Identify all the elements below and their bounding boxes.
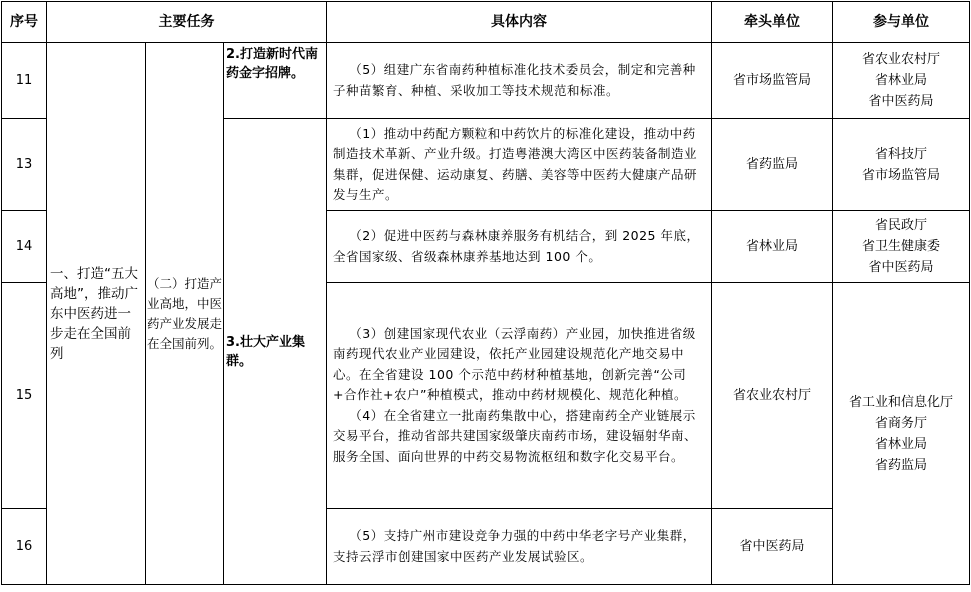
participant: 省市场监管局 — [862, 167, 941, 183]
participant: 省药监局 — [875, 457, 928, 473]
row-number: 15 — [2, 283, 47, 509]
participant: 省林业局 — [875, 436, 928, 452]
participant: 省卫生健康委 — [862, 239, 941, 254]
participant-units — [833, 283, 970, 585]
participant: 省农业农村厅 — [862, 52, 941, 67]
lead-unit: 省中医药局 — [712, 509, 833, 585]
row-number: 11 — [2, 43, 47, 119]
participant: 省中医药局 — [868, 260, 934, 275]
lead-unit: 省农业农村厅 — [712, 283, 833, 509]
content-cell — [327, 43, 712, 119]
content-paragraph: （3）创建国家现代农业（云浮南药）产业园，加快推进省级南药现代农业产业园建设，依托产业园建设规范化产地交易中心。在全省建设 100 个示范中药材种植基地，创新完善“公司+合作社+农户”种植模式，推动中药材规模化、规范化种植。 — [333, 325, 696, 403]
content-cell — [327, 211, 712, 283]
task-level3: 3.壮大产业集群。 — [224, 119, 327, 585]
table-row — [2, 43, 970, 119]
participant-units — [833, 211, 970, 283]
row-number: 16 — [2, 509, 47, 585]
lead-unit: 省市场监管局 — [712, 43, 833, 119]
task-level1: 一、打造“五大高地”，推动广东中医药进一步走在全国前列 — [47, 43, 146, 585]
content-paragraph: （2）促进中医药与森林康养服务有机结合，到 2025 年底，全省国家级、省级森林康养基地达到 100 个。 — [333, 228, 700, 264]
participant: 省中医药局 — [868, 94, 934, 109]
participant-units — [833, 43, 970, 119]
task-level2: （二）打造产业高地，中医药产业发展走在全国前列。 — [146, 43, 224, 585]
row-number: 14 — [2, 211, 47, 283]
content-cell — [327, 119, 712, 211]
participant: 省商务厅 — [875, 415, 928, 431]
content-paragraph: （1）推动中药配方颗粒和中药饮片的标准化建设，推动中药制造技术革新、产业升级。打造粤港澳大湾区中医药装备制造业集群，促进保健、运动康复、药膳、美容等中医药大健康产品研发与生产。 — [333, 125, 698, 202]
lead-unit: 省林业局 — [712, 211, 833, 283]
lead-unit: 省药监局 — [712, 119, 833, 211]
header-content: 具体内容 — [327, 2, 712, 43]
row-number: 13 — [2, 119, 47, 211]
content-paragraph: （5）支持广州市建设竞争力强的中药中华老字号产业集群，支持云浮市创建国家中医药产业发展试验区。 — [333, 528, 696, 564]
task-table — [1, 1, 970, 585]
task-level3: 2.打造新时代南药金字招牌。 — [224, 43, 327, 119]
participant-units — [833, 119, 970, 211]
content-cell — [327, 283, 712, 509]
participant: 省林业局 — [875, 73, 928, 88]
content-paragraph: （5）组建广东省南药种植标准化技术委员会，制定和完善种子种苗繁育、种植、采收加工等技术规范和标准。 — [333, 62, 696, 98]
participant: 省科技厅 — [875, 146, 928, 162]
header-task: 主要任务 — [47, 2, 327, 43]
content-paragraph: （4）在全省建立一批南药集散中心，搭建南药全产业链展示交易平台，推动省部共建国家级肇庆南药市场，建设辐射华南、服务全国、面向世界的中药交易物流枢纽和数字化交易平台。 — [333, 407, 698, 464]
content-cell — [327, 509, 712, 585]
header-no: 序号 — [2, 2, 47, 43]
participant: 省民政厅 — [875, 218, 928, 233]
participant: 省工业和信息化厅 — [849, 394, 954, 410]
header-row — [2, 2, 970, 43]
header-lead: 牵头单位 — [712, 2, 833, 43]
header-participants: 参与单位 — [833, 2, 970, 43]
